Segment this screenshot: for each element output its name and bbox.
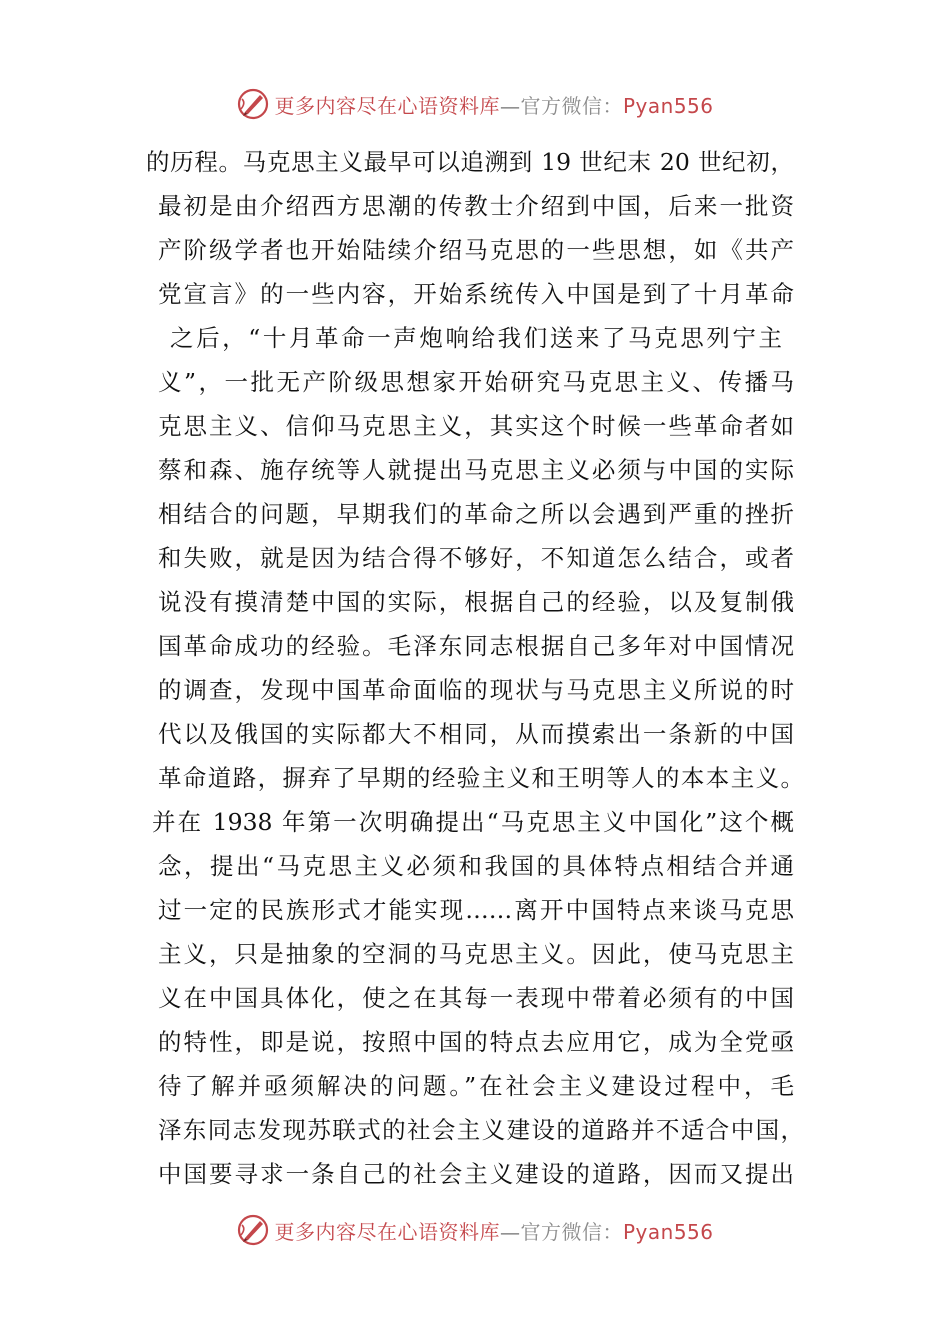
footer-banner	[0, 1210, 950, 1250]
text-line: 相结合的问题，早期我们的革命之所以会遇到严重的挫折	[158, 500, 794, 528]
banner-contact-label: 官方微信：	[520, 1219, 623, 1244]
text-line: 主义，只是抽象的空洞的马克思主义。因此，使马克思主	[158, 940, 794, 968]
text-line: 中国要寻求一条自己的社会主义建设的道路，因而又提出	[158, 1160, 794, 1188]
text-line: 产阶级学者也开始陆续介绍马克思的一些思想，如《共产	[158, 236, 794, 264]
text-line: 国革命成功的经验。毛泽东同志根据自己多年对中国情况	[158, 632, 794, 660]
text-line: 之后，“十月革命一声炮响给我们送来了马克思列宁主	[170, 324, 782, 352]
text-line: 的调查，发现中国革命面临的现状与马克思主义所说的时	[158, 676, 794, 704]
text-line: 革命道路，摒弃了早期的经验主义和王明等人的本本主义。	[158, 764, 804, 792]
text-line: 代以及俄国的实际都大不相同，从而摸索出一条新的中国	[158, 720, 794, 748]
banner-dash: —	[499, 1219, 521, 1244]
text-line: 义在中国具体化，使之在其每一表现中带着必须有的中国	[158, 984, 794, 1012]
banner-contact-label: 官方微信：	[520, 93, 623, 118]
text-line: 最初是由介绍西方思潮的传教士介绍到中国，后来一批资	[158, 192, 794, 220]
banner-contact-id: Pyan556	[622, 93, 714, 118]
banner-main-text: 更多内容尽在心语资料库	[274, 1219, 500, 1244]
text-line: 并在 1938 年第一次明确提出“马克思主义中国化”这个概	[152, 808, 794, 836]
banner-contact-id: Pyan556	[622, 1219, 714, 1244]
text-line: 的特性，即是说，按照中国的特点去应用它，成为全党亟	[158, 1028, 794, 1056]
text-line: 蔡和森、施存统等人就提出马克思主义必须与中国的实际	[158, 456, 794, 484]
banner-text	[274, 90, 713, 119]
text-line: 的历程。马克思主义最早可以追溯到 19 世纪末 20 世纪初，	[146, 148, 794, 176]
pen-logo-icon	[236, 1213, 270, 1247]
text-line: 党宣言》的一些内容，开始系统传入中国是到了十月革命	[158, 280, 794, 308]
text-line: 和失败，就是因为结合得不够好，不知道怎么结合，或者	[158, 544, 794, 572]
text-line: 义”，一批无产阶级思想家开始研究马克思主义、传播马	[158, 368, 794, 396]
text-line: 克思主义、信仰马克思主义，其实这个时候一些革命者如	[158, 412, 794, 440]
pen-logo-icon	[236, 87, 270, 121]
text-line: 说没有摸清楚中国的实际，根据自己的经验，以及复制俄	[158, 588, 794, 616]
header-banner	[0, 84, 950, 124]
text-line: 泽东同志发现苏联式的社会主义建设的道路并不适合中国，	[158, 1116, 804, 1144]
text-line: 过一定的民族形式才能实现……离开中国特点来谈马克思	[158, 896, 794, 924]
text-line: 念，提出“马克思主义必须和我国的具体特点相结合并通	[158, 852, 794, 880]
banner-dash: —	[499, 93, 521, 118]
banner-main-text: 更多内容尽在心语资料库	[274, 93, 500, 118]
banner-text	[274, 1216, 713, 1245]
text-line: 待了解并亟须解决的问题。”在社会主义建设过程中，毛	[158, 1072, 794, 1100]
